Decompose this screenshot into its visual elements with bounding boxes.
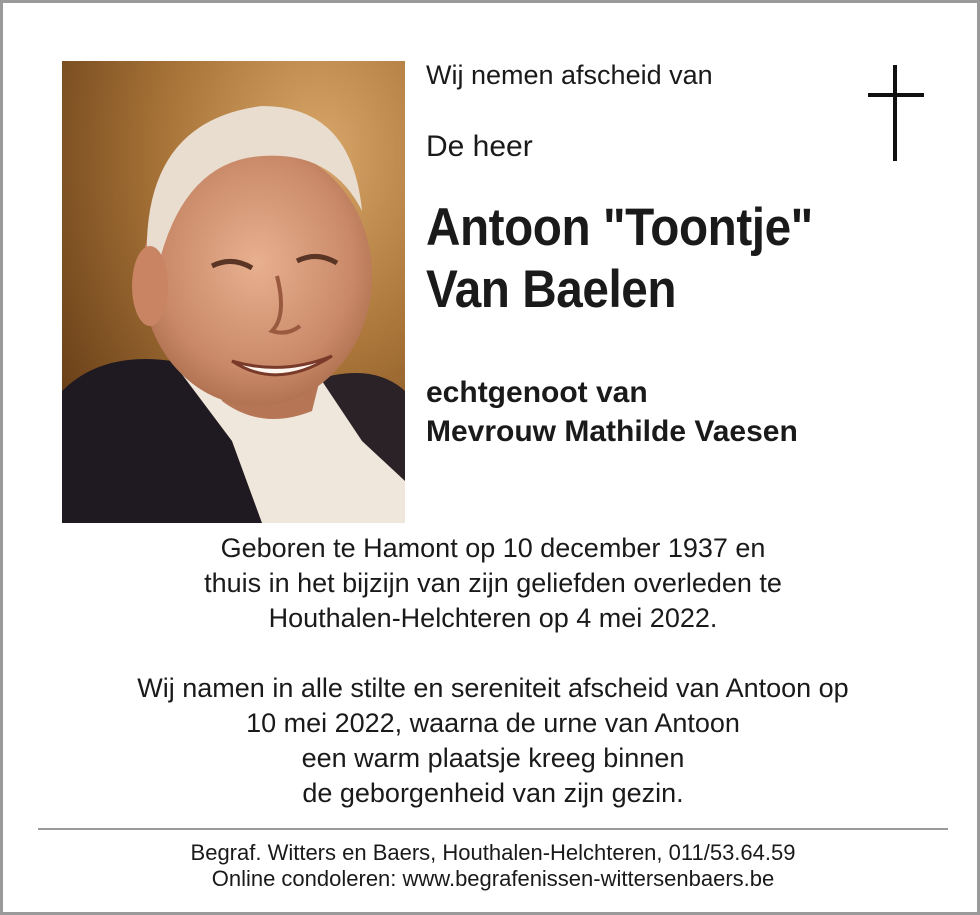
birth-death-paragraph [3, 531, 980, 636]
farewell-line: 10 mei 2022, waarna de urne van Antoon [246, 708, 740, 738]
honorific-title: De heer [426, 130, 533, 163]
footer [3, 840, 980, 892]
farewell-line: Wij namen in alle stilte en sereniteit afscheid van Antoon op [137, 673, 849, 703]
born-line: thuis in het bijzijn van zijn geliefden overleden te [204, 568, 782, 598]
divider [38, 828, 948, 830]
portrait-photo [62, 61, 405, 523]
born-line: Houthalen-Helchteren op 4 mei 2022. [268, 603, 718, 633]
farewell-line: de geborgenheid van zijn gezin. [302, 778, 684, 808]
spouse-line-2: Mevrouw Mathilde Vaesen [426, 415, 798, 448]
born-line: Geboren te Hamont op 10 december 1937 en [220, 533, 766, 563]
cross-icon [868, 65, 924, 161]
spouse-line-1: echtgenoot van [426, 376, 648, 409]
farewell-line: een warm plaatsje kreeg binnen [301, 743, 685, 773]
farewell-paragraph [3, 671, 980, 811]
deceased-name [426, 197, 813, 321]
condolence-link[interactable]: Online condoleren: www.begrafenissen-wittersenbaers.be [211, 866, 775, 891]
intro-text: Wij nemen afscheid van [426, 60, 713, 90]
funeral-home-line: Begraf. Witters en Baers, Houthalen-Helchteren, 011/53.64.59 [190, 840, 796, 865]
spouse-info [426, 373, 798, 451]
name-line-2: Van Baelen [426, 260, 677, 319]
name-line-1: Antoon "Toontje" [426, 198, 813, 257]
